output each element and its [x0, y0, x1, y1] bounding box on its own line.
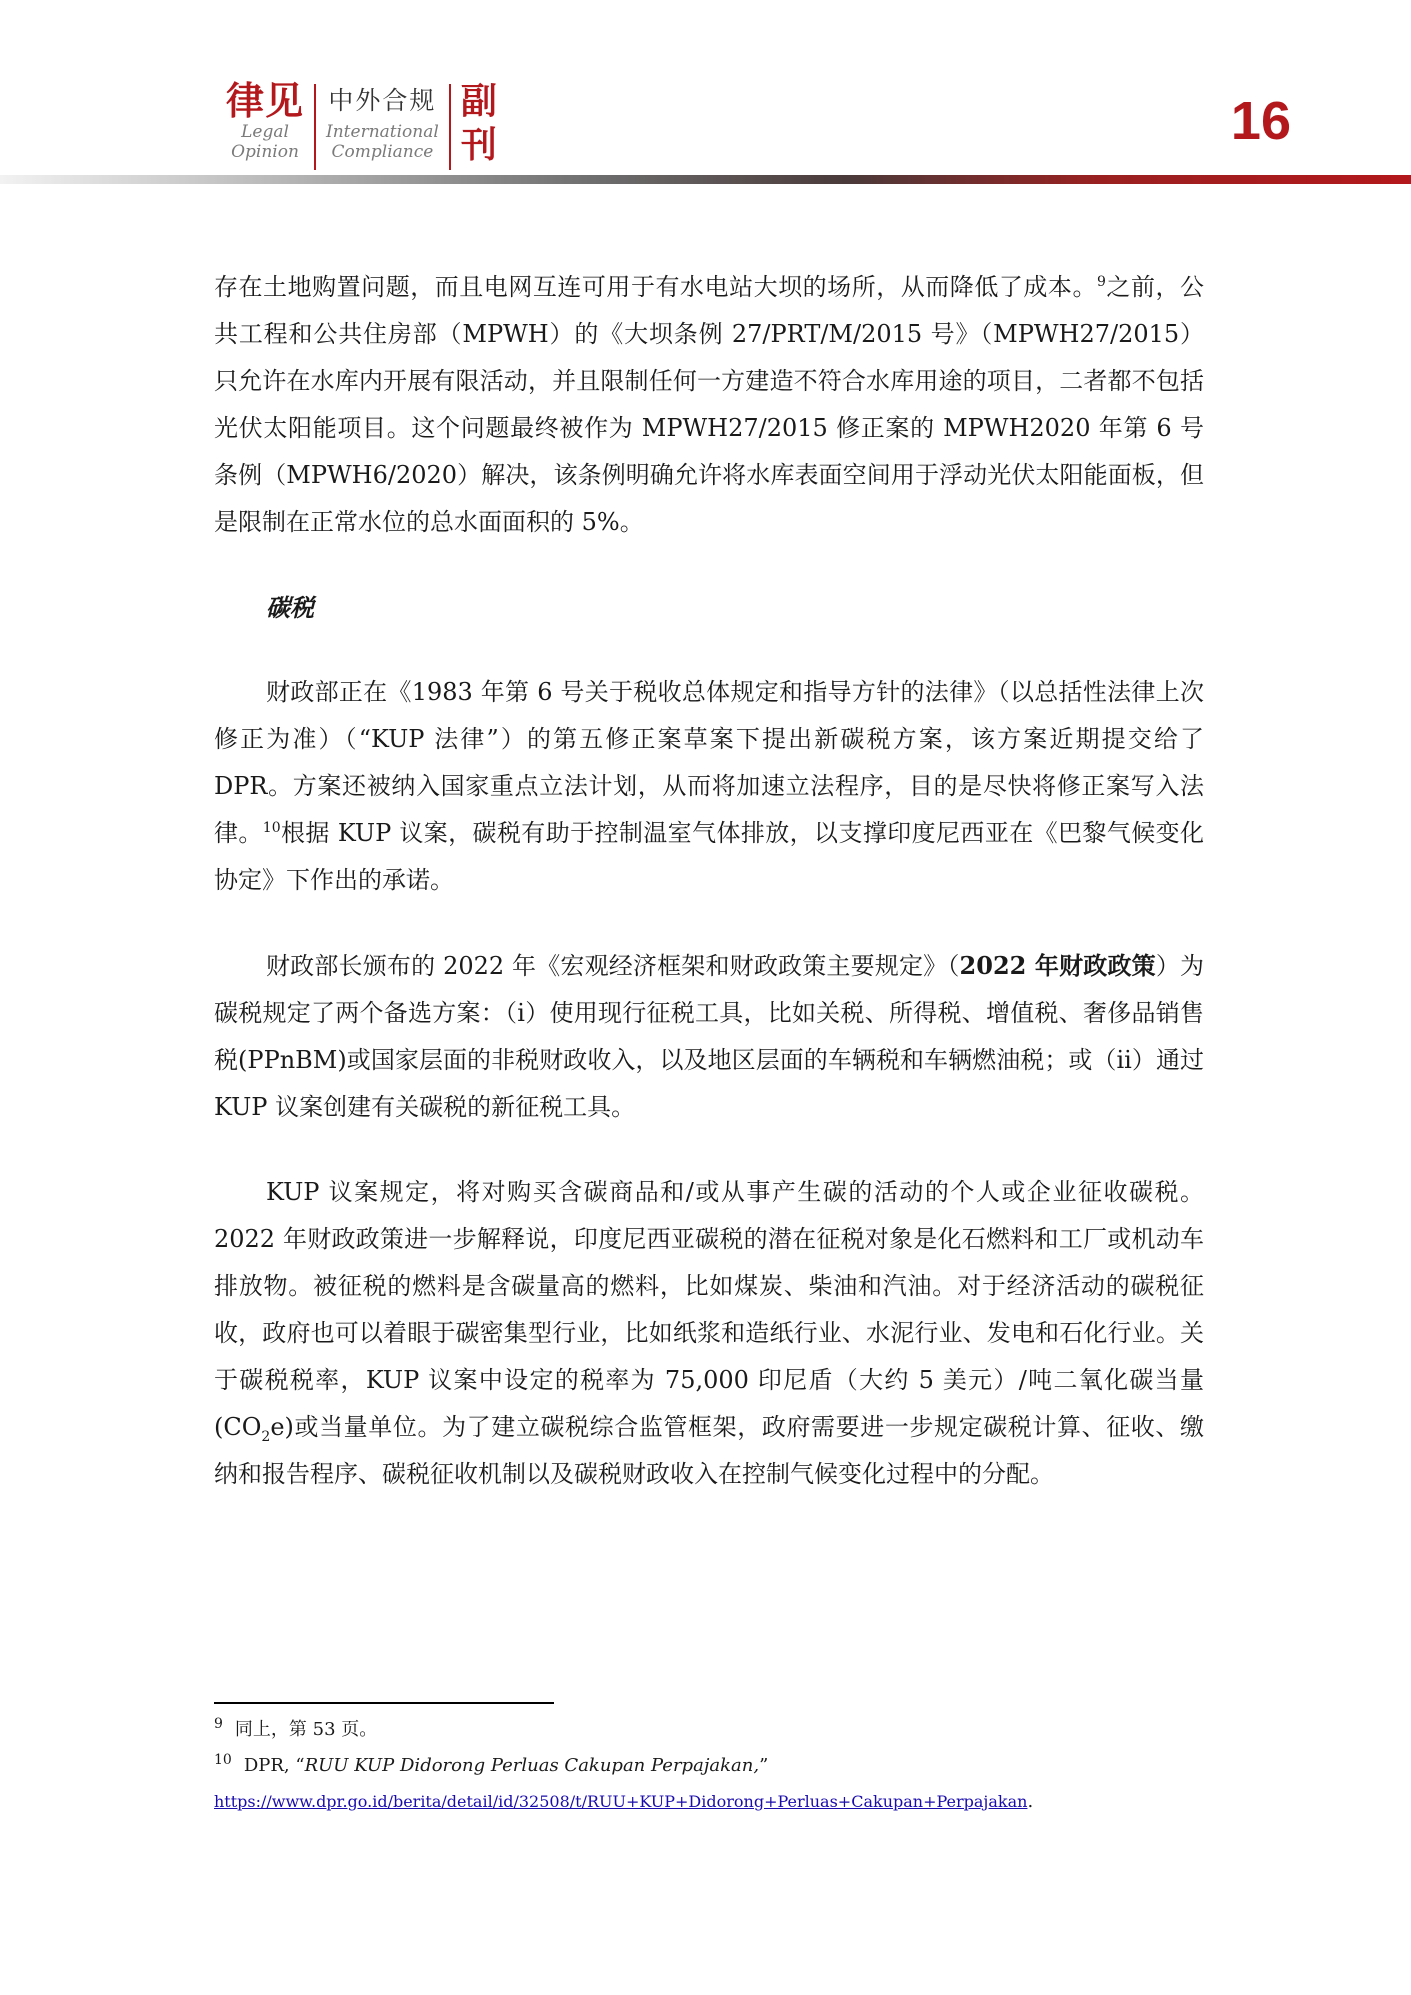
- paragraph-text: 根据 KUP 议案，碳税有助于控制温室气体排放，以支撑印度尼西亚在《巴黎气候变化协定》下作出的承诺。: [214, 819, 1204, 894]
- logo-supplement-char-2: 刊: [460, 125, 497, 166]
- footnotes: [214, 1712, 1204, 1820]
- logo-supplement-char-1: 副: [460, 81, 497, 122]
- footnote-text: DPR, “: [243, 1755, 305, 1776]
- paragraph-text: KUP 议案规定，将对购买含碳商品和/或从事产生碳的活动的个人或企业征收碳税。2022 年财政政策进一步解释说，印度尼西亚碳税的潜在征税对象是化石燃料和工厂或机动车排放物。被征税的燃料是含碳量高的燃料，比如煤炭、柴油和汽油。对于经济活动的碳税征收，政府也可以着眼于碳密集型行业，比如纸浆和造纸行业、水泥行业、发电和石化行业。关于碳税税率，KUP 议案中设定的税率为 75,000 印尼盾（大约 5 美元）/吨二氧化碳当量(CO: [214, 1178, 1204, 1441]
- paragraph-text: 财政部正在《1983 年第 6 号关于税收总体规定和指导方针的法律》（以总括性法律上次修正为准）（“KUP 法律”）的第五修正案草案下提出新碳税方案，该方案近期提交给了 DPR。方案还被纳入国家重点立法计划，从而将加速立法程序，目的是尽快将修正案写入法律。: [214, 678, 1204, 847]
- spacer: [214, 904, 1204, 942]
- spacer: [214, 1131, 1204, 1169]
- footnote-10-url-line: [214, 1784, 1204, 1820]
- logo-divider: [314, 84, 316, 170]
- footnote-ref-9[interactable]: 9: [1096, 274, 1106, 290]
- footnote-text: .: [1027, 1791, 1034, 1812]
- paragraph-text: 之前，公共工程和公共住房部（MPWH）的《大坝条例 27/PRT/M/2015 号》（MPWH27/2015）只允许在水库内开展有限活动，并且限制任何一方建造不符合水库用途的项目，二者都不包括光伏太阳能项目。这个问题最终被作为 MPWH27/2015 修正案的 MPWH2020 年第 6 号条例（MPWH6/2020）解决，该条例明确允许将水库表面空间用于浮动光伏太阳能面板，但是限制在正常水位的总水面面积的 5%。: [214, 273, 1204, 536]
- paragraph-carbon-tax-scope: [214, 1169, 1204, 1498]
- defined-term: 2022 年财政政策: [959, 951, 1156, 980]
- footnote-source-link[interactable]: https://www.dpr.go.id/berita/detail/id/32508/t/RUU+KUP+Didorong+Perluas+Cakupan+Perpajakan: [214, 1792, 1028, 1811]
- logo-legal-opinion: [226, 80, 304, 176]
- footnote-number: 10: [214, 1752, 232, 1768]
- page-number: 16: [1230, 91, 1291, 151]
- logo-supplement: [461, 80, 497, 176]
- page-header: [0, 0, 1411, 190]
- section-heading-carbon-tax: 碳税: [266, 593, 314, 622]
- footnote-number: 9: [214, 1716, 223, 1732]
- article-body: [214, 264, 1204, 1498]
- logo-international-compliance-en-1: International: [326, 122, 439, 142]
- paragraph-text: e)或当量单位。为了建立碳税综合监管框架，政府需要进一步规定碳税计算、征收、缴纳和报告程序、碳税征收机制以及碳税财政收入在控制气候变化过程中的分配。: [214, 1413, 1204, 1488]
- logo-international-compliance-en-2: Compliance: [331, 142, 434, 162]
- publication-logo: [226, 80, 497, 176]
- footnote-source-title: RUU KUP Didorong Perluas Cakupan Perpajakan,: [304, 1755, 760, 1776]
- logo-international-compliance-cn: 中外合规: [328, 86, 437, 115]
- logo-divider: [449, 84, 451, 170]
- header-gradient-bar: [0, 175, 1411, 184]
- logo-legal-opinion-en-2: Opinion: [231, 142, 299, 162]
- subscript: 2: [261, 1428, 271, 1445]
- spacer: [214, 631, 1204, 669]
- logo-international-compliance: [326, 80, 439, 176]
- paragraph-reservoir-regulation: [214, 264, 1204, 546]
- paragraph-text: 存在土地购置问题，而且电网互连可用于有水电站大坝的场所，从而降低了成本。: [214, 273, 1097, 301]
- spacer: [214, 546, 1204, 584]
- paragraph-text: ）为碳税规定了两个备选方案：（i）使用现行征税工具，比如关税、所得税、增值税、奢侈品销售税(PPnBM)或国家层面的非税财政收入，以及地区层面的车辆税和车辆燃油税；或（ii）通过 KUP 议案创建有关碳税的新征税工具。: [214, 952, 1205, 1121]
- paragraph-fiscal-policy: [214, 942, 1204, 1131]
- footnote-9: [214, 1712, 1204, 1748]
- paragraph-text: 财政部长颁布的 2022 年《宏观经济框架和财政政策主要规定》（: [266, 952, 960, 980]
- footnote-ref-10[interactable]: 10: [262, 820, 281, 836]
- footnote-text: ”: [759, 1755, 769, 1776]
- logo-legal-opinion-en-1: Legal: [241, 122, 289, 142]
- logo-legal-opinion-cn: 律见: [226, 79, 305, 123]
- footnote-10: [214, 1748, 1204, 1784]
- footnote-text: 同上，第 53 页。: [234, 1719, 378, 1740]
- footnote-separator: [214, 1702, 554, 1704]
- paragraph-kup-law: [214, 669, 1204, 904]
